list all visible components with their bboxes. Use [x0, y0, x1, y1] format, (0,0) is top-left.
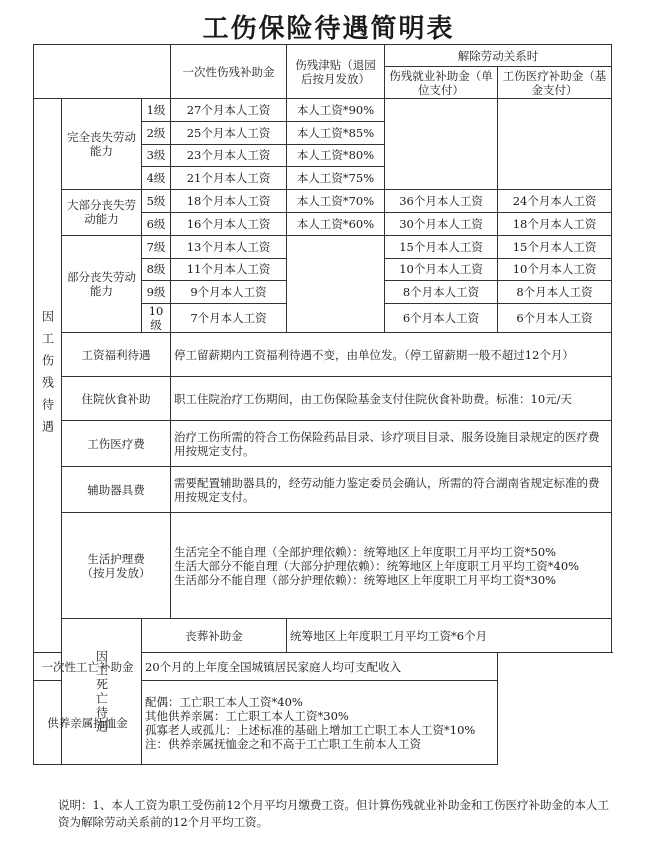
grade-cell: 4级: [142, 167, 171, 190]
page-title: 工伤保险待遇简明表: [202, 14, 455, 44]
allowance-empty: [287, 235, 385, 332]
header-medical: 工伤医疗补助金（基金支付）: [498, 67, 612, 99]
item-desc: 停工留薪期内工资福利待遇不变，由单位发。（停工留薪期一般不超过12个月）: [171, 333, 612, 377]
employment-cell: 30个月本人工资: [385, 212, 498, 235]
grade-cell: 6级: [142, 212, 171, 235]
grade-cell: 1级: [142, 99, 171, 122]
item-name: 住院伙食补助: [62, 377, 171, 421]
death-item-desc: 统筹地区上年度职工月平均工资*6个月: [287, 619, 612, 653]
support-name: 供养亲属抚恤金: [34, 681, 142, 765]
footnote: 说明：1、本人工资为职工受伤前12个月平均月缴费工资。但计算伤残就业补助金和工伤医疗补助金的本人工资为解除劳动关系前的12个月平均工资。: [58, 798, 609, 829]
one-time-cell: 13个月本人工资: [171, 235, 287, 258]
item-name: 辅助器具费: [62, 467, 171, 513]
medical-empty: [498, 99, 612, 190]
nursing-name: [62, 513, 171, 619]
group-full: 完全丧失劳动能力: [62, 99, 142, 190]
group-partial: 部分丧失劳动能力: [62, 235, 142, 332]
one-time-cell: 23个月本人工资: [171, 144, 287, 167]
item-desc: 需要配置辅助器具的，经劳动能力鉴定委员会确认，所需的符合湖南省规定标准的费用按规定支付。: [171, 467, 612, 513]
support-line: 孤寡老人或孤儿：上述标准的基础上增加工亡职工本人工资*10%: [145, 722, 476, 737]
benefits-table: [33, 44, 612, 765]
support-line: 配偶：工亡职工本人工资*40%: [145, 694, 303, 709]
grade-cell: 2级: [142, 121, 171, 144]
nursing-line: 生活大部分不能自理（大部分护理依赖）：统筹地区上年度职工月平均工资*40%: [174, 558, 580, 573]
item-name: 工伤医疗费: [62, 421, 171, 467]
nursing-name-line2: （按月发放）: [81, 565, 151, 580]
allowance-cell: 本人工资*85%: [287, 121, 385, 144]
employment-empty: [385, 99, 498, 190]
medical-cell: 8个月本人工资: [498, 281, 612, 304]
support-line: 注：供养亲属抚恤金之和不高于工亡职工生前本人工资: [145, 736, 421, 751]
support-line: 其他供养亲属：工亡职工本人工资*30%: [145, 708, 349, 723]
medical-cell: 24个月本人工资: [498, 190, 612, 213]
allowance-cell: 本人工资*90%: [287, 99, 385, 122]
header-terminate: 解除劳动关系时: [385, 45, 612, 67]
one-time-cell: 11个月本人工资: [171, 258, 287, 281]
nursing-name-line1: 生活护理费: [87, 551, 145, 566]
employment-cell: 10个月本人工资: [385, 258, 498, 281]
one-time-cell: 27个月本人工资: [171, 99, 287, 122]
group-most: 大部分丧失劳动能力: [62, 190, 142, 236]
one-time-cell: 7个月本人工资: [171, 304, 287, 333]
allowance-cell: 本人工资*60%: [287, 212, 385, 235]
support-desc: [142, 681, 498, 765]
one-time-cell: 25个月本人工资: [171, 121, 287, 144]
employment-cell: 6个月本人工资: [385, 304, 498, 333]
allowance-cell: 本人工资*75%: [287, 167, 385, 190]
death-item-name: 一次性工亡补助金: [34, 653, 142, 681]
item-desc: 职工住院治疗工伤期间，由工伤保险基金支付住院伙食补助费。标准：10元/天: [171, 377, 612, 421]
nursing-line: 生活完全不能自理（全部护理依赖）：统筹地区上年度职工月平均工资*50%: [174, 544, 557, 559]
item-name: 工资福利待遇: [62, 333, 171, 377]
side-disability-label: 因工伤残待遇: [40, 309, 55, 442]
side-disability: [34, 99, 62, 653]
nursing-line: 生活部分不能自理（部分护理依赖）：统筹地区上年度职工月平均工资*30%: [174, 572, 557, 587]
grade-cell: 5级: [142, 190, 171, 213]
header-allowance: 伤残津贴（退园后按月发放）: [287, 45, 385, 99]
medical-cell: 6个月本人工资: [498, 304, 612, 333]
death-item-desc: 20个月的上年度全国城镇居民家庭人均可支配收入: [142, 653, 498, 681]
grade-cell: 8级: [142, 258, 171, 281]
header-one-time: 一次性伤残补助金: [171, 45, 287, 99]
nursing-desc: [171, 513, 612, 619]
grade-cell: 10级: [142, 304, 171, 333]
one-time-cell: 18个月本人工资: [171, 190, 287, 213]
header-employment: 伤残就业补助金（单位支付）: [385, 67, 498, 99]
one-time-cell: 21个月本人工资: [171, 167, 287, 190]
employment-cell: 8个月本人工资: [385, 281, 498, 304]
grade-cell: 7级: [142, 235, 171, 258]
allowance-cell: 本人工资*70%: [287, 190, 385, 213]
header-blank: [34, 45, 171, 99]
side-death-label: 因工死亡待遇: [94, 649, 109, 734]
medical-cell: 15个月本人工资: [498, 235, 612, 258]
grade-cell: 9级: [142, 281, 171, 304]
medical-cell: 10个月本人工资: [498, 258, 612, 281]
allowance-cell: 本人工资*80%: [287, 144, 385, 167]
employment-cell: 15个月本人工资: [385, 235, 498, 258]
one-time-cell: 9个月本人工资: [171, 281, 287, 304]
one-time-cell: 16个月本人工资: [171, 212, 287, 235]
item-desc: 治疗工伤所需的符合工伤保险药品目录、诊疗项目目录、服务设施目录规定的医疗费用按规定支付。: [171, 421, 612, 467]
death-item-name: 丧葬补助金: [142, 619, 287, 653]
employment-cell: 36个月本人工资: [385, 190, 498, 213]
grade-cell: 3级: [142, 144, 171, 167]
medical-cell: 18个月本人工资: [498, 212, 612, 235]
